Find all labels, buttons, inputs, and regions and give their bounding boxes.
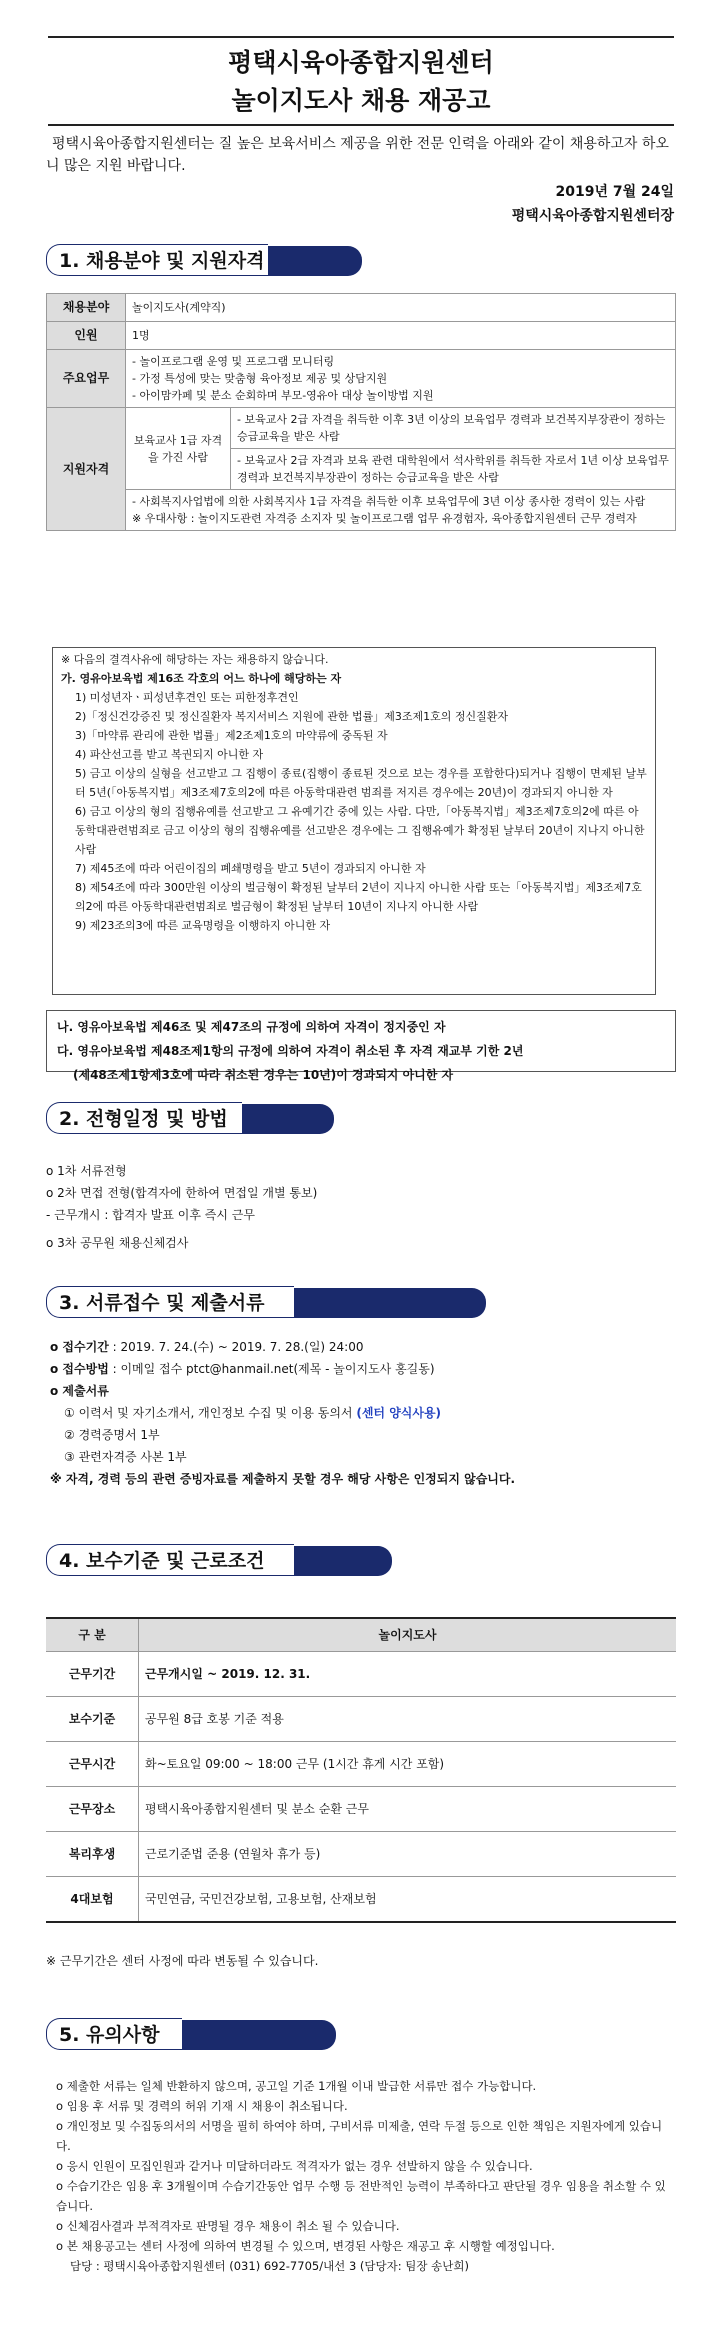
schedule-list: [46, 1160, 317, 1254]
duty-list: [126, 350, 676, 408]
count-label: 인원: [47, 322, 126, 350]
note-item: o 제출한 서류는 일체 반환하지 않으며, 공고일 기준 1개월 이내 발급한 서류만 접수 가능합니다.: [56, 2079, 537, 2093]
period-line: [50, 1336, 515, 1358]
note-item: o 수습기간은 임용 후 3개월이며 수습기간동안 업무 수행 등 전반적인 능력이 부족하다고 판단될 경우 임용을 취소할 수 있습니다.: [56, 2179, 666, 2213]
docs-warning: ※ 자격, 경력 등의 관련 증빙자료를 제출하지 못할 경우 해당 사항은 인정되지 않습니다.: [50, 1472, 516, 1486]
disqualification-box-2: [46, 1010, 676, 1082]
row-value: 평택시육아종합지원센터 및 분소 순환 근무: [139, 1787, 677, 1832]
duty-item: - 놀이프로그램 운영 및 프로그램 모니터링: [132, 355, 335, 368]
note-item: o 임용 후 서류 및 경력의 허위 기재 시 채용이 취소됩니다.: [56, 2099, 348, 2113]
note-item: o 개인정보 및 수집동의서의 서명을 필히 하여야 하며, 구비서류 미제출, 연락 두절 등으로 인한 책임은 지원자에게 있습니다.: [56, 2119, 663, 2153]
qual-sub: 보육교사 1급 자격을 가진 사람: [126, 408, 231, 490]
schedule-item: o 1차 서류전형: [46, 1164, 127, 1178]
row-key: 4대보험: [46, 1877, 139, 1923]
schedule-item: - 근무개시 : 합격자 발표 이후 즉시 근무: [46, 1208, 255, 1222]
section-bar: [166, 2020, 336, 2050]
row-key: 근무기간: [46, 1652, 139, 1697]
qual-label: 지원자격: [47, 408, 126, 531]
title-line-2: 놀이지도사 채용 재공고: [231, 86, 491, 115]
note-item: o 신체검사결과 부적격자로 판명될 경우 채용이 취소 될 수 있습니다.: [56, 2219, 400, 2233]
row-value: 근무개시일 ~ 2019. 12. 31.: [139, 1652, 677, 1697]
schedule-item: o 3차 공무원 채용신체검사: [46, 1236, 189, 1250]
disq-item: 5) 금고 이상의 실형을 선고받고 그 집행이 종료(집행이 종료된 것으로 보는 경우를 포함한다)되거나 집행이 면제된 날부터 5년(「아동복지법」제3조제7호의2에 따른 아동학대관련 범죄를 저지른 경우에는 20년)이 경과되지 아니한 자: [75, 767, 647, 799]
head-category: 구 분: [46, 1618, 139, 1652]
head-role: 놀이지도사: [139, 1618, 677, 1652]
disq-item: 3)「마약류 관리에 관한 법률」제2조제1호의 마약류에 중독된 자: [75, 729, 388, 742]
method-line: [50, 1358, 515, 1380]
conditions-note: ※ 근무기간은 센터 사정에 따라 변동될 수 있습니다.: [46, 1954, 319, 1968]
duty-label: 주요업무: [47, 350, 126, 408]
row-value: 공무원 8급 호봉 기준 적용: [139, 1697, 677, 1742]
row-key: 근무장소: [46, 1787, 139, 1832]
disq-na: 나. 영유아보육법 제46조 및 제47조의 규정에 의하여 자격이 정지중인 자: [57, 1020, 446, 1034]
section-3-title: 3. 서류접수 및 제출서류: [46, 1286, 294, 1318]
note-item: o 응시 인원이 모집인원과 같거나 미달하더라도 적격자가 없는 경우 선발하지 않을 수 있습니다.: [56, 2159, 533, 2173]
form-note: (센터 양식사용): [356, 1406, 442, 1420]
section-1-title: 1. 채용분야 및 지원자격: [46, 244, 268, 276]
count-value: 1명: [126, 322, 676, 350]
field-label: 채용분야: [47, 294, 126, 322]
disq-item: 9) 제23조의3에 따른 교육명령을 이행하지 아니한 자: [75, 919, 331, 932]
field-value: 놀이지도사(계약직): [126, 294, 676, 322]
title-line-1: 평택시육아종합지원센터: [228, 48, 494, 77]
note-item: o 본 채용공고는 센터 사정에 의하여 변경될 수 있으며, 변경된 사항은 재공고 후 시행할 예정입니다.: [56, 2239, 555, 2253]
notes-list: [56, 2076, 672, 2276]
intro-text: 평택시육아종합지원센터는 질 높은 보육서비스 제공을 위한 전문 인력을 아래와 같이 채용하고자 하오니 많은 지원 바랍니다.: [46, 136, 669, 174]
row-value: 화~토요일 09:00 ~ 18:00 근무 (1시간 휴게 시간 포함): [139, 1742, 677, 1787]
period-value: : 2019. 7. 24.(수) ~ 2019. 7. 28.(일) 24:00: [108, 1340, 364, 1354]
contact-line: 담당 : 평택시육아종합지원센터 (031) 692-7705/내선 3 (담당자: 팀장 송난희): [70, 2259, 469, 2273]
row-key: 보수기준: [46, 1697, 139, 1742]
qual-d: ※ 우대사항 : 놀이지도관련 자격증 소지자 및 놀이프로그램 업무 유경험자, 육아종합지원센터 근무 경력자: [132, 512, 637, 525]
disq-item: 6) 금고 이상의 형의 집행유예를 선고받고 그 유예기간 중에 있는 사람. 다만,「아동복지법」제3조제7호의2에 따른 아동학대관련범죄로 금고 이상의 형의 집행유예를 선고받은 경우에는 그 집행유예가 확정된 날부터 20년이 지나지 아니한 사람: [75, 805, 645, 856]
disq-item: 8) 제54조에 따라 300만원 이상의 벌금형이 확정된 날부터 2년이 지나지 아니한 사람 또는「아동복지법」제3조제7호의2에 따른 아동학대관련범죄로 벌금형이 확정된 날부터 10년이 지나지 아니한 사람: [75, 881, 642, 913]
disq-item: 2)「정신건강증진 및 정신질환자 복지서비스 지원에 관한 법률」제3조제1호의 정신질환자: [75, 710, 509, 723]
signer: 평택시육아종합지원센터장: [511, 208, 674, 224]
section-2-title: 2. 전형일정 및 방법: [46, 1102, 242, 1134]
period-label: o 접수기간: [50, 1340, 109, 1354]
duty-item: - 가정 특성에 맞는 맞춤형 육아정보 제공 및 상담지원: [132, 372, 388, 385]
row-key: 복리후생: [46, 1832, 139, 1877]
notice-date: 2019년 7월 24일: [555, 184, 674, 200]
disq-item: 1) 미성년자ㆍ피성년후견인 또는 피한정후견인: [75, 691, 299, 704]
doc-item: ① 이력서 및 자기소개서, 개인정보 수집 및 이용 동의서 (센터 양식사용): [64, 1406, 442, 1420]
qual-b: - 보육교사 2급 자격과 보육 관련 대학원에서 석사학위를 취득한 자로서 1년 이상 보육업무경력과 보건복지부장관이 정하는 승급교육을 받은 사람: [231, 449, 676, 490]
qual-extra: [126, 490, 676, 531]
qual-a: - 보육교사 2급 자격을 취득한 이후 3년 이상의 보육업무 경력과 보건복지부장관이 정하는 승급교육을 받은 사람: [231, 408, 676, 449]
docs-list: [50, 1336, 515, 1490]
notice-title: [48, 36, 674, 126]
disq-item: 4) 파산선고를 받고 복권되지 아니한 자: [75, 748, 264, 761]
row-value: 국민연금, 국민건강보험, 고용보험, 산재보험: [139, 1877, 677, 1923]
section-5-title: 5. 유의사항: [46, 2018, 182, 2050]
disqualification-box: [52, 647, 656, 995]
disq-da1: 다. 영유아보육법 제48조제1항의 규정에 의하여 자격이 취소된 후 자격 재교부 기한 2년: [57, 1044, 524, 1058]
doc-item: ③ 관련자격증 사본 1부: [64, 1450, 187, 1464]
conditions-table: [46, 1617, 676, 1923]
qual-c: - 사회복지사업법에 의한 사회복지사 1급 자격을 취득한 이후 보육업무에 3년 이상 종사한 경력이 있는 사람: [132, 495, 646, 508]
disq-item: 7) 제45조에 따라 어린이집의 폐쇄명령을 받고 5년이 경과되지 아니한 자: [75, 862, 426, 875]
submit-label: o 제출서류: [50, 1384, 109, 1398]
disq-ga: 가. 영유아보육법 제16조 각호의 어느 하나에 해당하는 자: [61, 672, 342, 685]
schedule-item: o 2차 면접 전형(합격자에 한하여 면접일 개별 통보): [46, 1186, 318, 1200]
date-signer: [512, 180, 674, 228]
disq-da2: (제48조제1항제3호에 따라 취소된 경우는 10년)이 경과되지 아니한 자: [73, 1068, 454, 1082]
method-label: o 접수방법: [50, 1362, 109, 1376]
row-key: 근무시간: [46, 1742, 139, 1787]
doc-item: ② 경력증명서 1부: [64, 1428, 160, 1442]
disq-intro: ※ 다음의 결격사유에 해당하는 자는 채용하지 않습니다.: [61, 653, 329, 666]
duty-item: - 아이맘카페 및 분소 순회하며 부모-영유아 대상 놀이방법 지원: [132, 389, 434, 402]
recruit-table: [46, 293, 676, 531]
section-4-title: 4. 보수기준 및 근로조건: [46, 1544, 294, 1576]
method-value: : 이메일 접수 ptct@hanmail.net(제목 - 놀이지도사 홍길동): [108, 1362, 435, 1376]
row-value: 근로기준법 준용 (연월차 휴가 등): [139, 1832, 677, 1877]
